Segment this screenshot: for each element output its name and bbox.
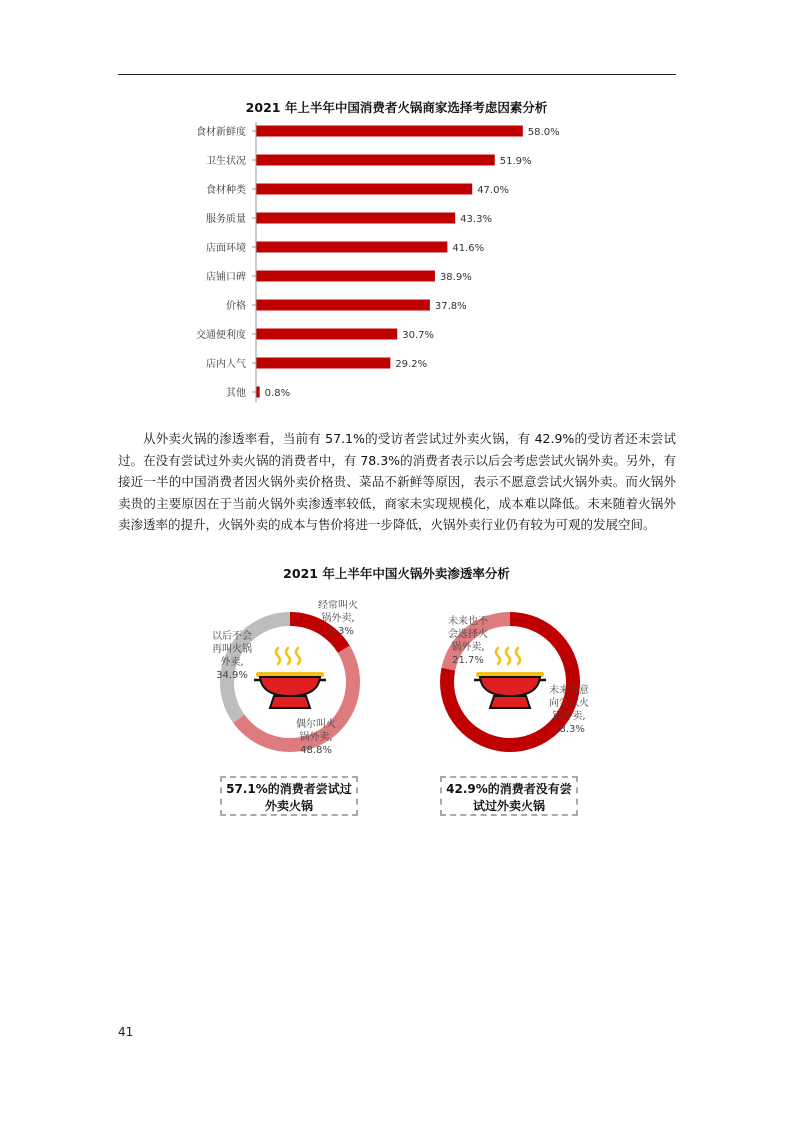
bar <box>256 271 435 282</box>
hotpot-icon <box>254 648 326 708</box>
slice-label: 未来也不会选择火锅外卖, 21.7% <box>448 616 488 666</box>
caption-tried <box>220 776 358 816</box>
pot-stand <box>490 696 530 708</box>
data-label: 43.3% <box>460 214 492 225</box>
factor-bar-chart <box>150 122 600 412</box>
body-paragraph: 从外卖火锅的渗透率看，当前有 57.1%的受访者尝试过外卖火锅，有 42.9%的受访者还未尝试过。在没有尝试过外卖火锅的消费者中，有 78.3%的消费者表示以后会考虑尝试火锅外卖。另外，有接近一半的中国消费者因火锅外卖价格贵、菜品不新鲜等原因，表示不愿意尝试火锅外卖。而火锅外卖贵的主要原因在于当前火锅外卖渗透率较低，商家未实现规模化，成本难以降低。未来随着火锅外卖渗透率的提升，火锅外卖的成本与售价将进一步降低，火锅外卖行业仍有较为可观的发展空间。 <box>118 431 676 532</box>
bar <box>256 126 523 137</box>
data-label: 30.7% <box>402 330 435 341</box>
steam-icon <box>506 648 510 664</box>
data-label: 38.9% <box>439 272 472 283</box>
bar <box>256 155 495 166</box>
data-label: 29.2% <box>395 359 428 370</box>
data-label: 51.9% <box>499 156 532 167</box>
bar <box>256 329 397 340</box>
caption-line: 外卖火锅 <box>264 799 313 813</box>
data-label: 41.6% <box>452 243 485 254</box>
category-label: 卫生状况 <box>206 156 246 167</box>
bar <box>256 242 447 253</box>
steam-icon <box>516 648 520 664</box>
caption-line: 试过外卖火锅 <box>472 799 545 813</box>
bar-chart-title: 2021 年上半年中国消费者火锅商家选择考虑因素分析 <box>245 100 548 115</box>
pot-body <box>260 677 320 696</box>
steam-icon <box>276 648 280 664</box>
slice-label: 经常叫火锅外卖, 16.3% <box>318 600 358 637</box>
bar <box>256 184 472 195</box>
header-rule <box>118 74 676 75</box>
caption-line: 57.1%的消费者尝试过 <box>226 782 352 796</box>
category-label: 店内人气 <box>206 359 246 370</box>
hotpot-icon <box>474 648 546 708</box>
bar <box>256 358 390 369</box>
donut-tried-delivery <box>200 600 380 770</box>
donut-not-tried-delivery <box>420 600 600 770</box>
slice-label: 未来有意向尝试火锅外卖, 78.3% <box>549 685 589 735</box>
category-label: 其他 <box>226 388 246 399</box>
category-label: 交通便利度 <box>196 330 246 341</box>
steam-icon <box>496 648 500 664</box>
data-label: 47.0% <box>477 185 509 196</box>
pot-stand <box>270 696 310 708</box>
steam-icon <box>296 648 300 664</box>
slice-label: 偶尔叫火锅外卖, 48.8% <box>296 719 336 756</box>
category-label: 服务质量 <box>206 214 246 225</box>
pot-body <box>480 677 540 696</box>
donut-chart-title: 2021 年上半年中国火锅外卖渗透率分析 <box>283 566 510 581</box>
bar <box>256 300 430 311</box>
slice-label: 以后不会再叫火锅外卖, 34.9% <box>212 631 252 681</box>
data-label: 58.0% <box>527 127 560 138</box>
category-label: 食材新鲜度 <box>196 127 246 138</box>
category-label: 价格 <box>226 301 246 312</box>
steam-icon <box>286 648 290 664</box>
bar <box>256 213 455 224</box>
caption-line: 42.9%的消费者没有尝 <box>446 782 572 796</box>
bar <box>256 387 260 398</box>
caption-not-tried <box>440 776 578 816</box>
data-label: 37.8% <box>434 301 467 312</box>
category-label: 店面环境 <box>206 243 246 254</box>
page-number: 41 <box>118 1025 134 1039</box>
data-label: 0.8% <box>264 388 291 399</box>
category-label: 店铺口碑 <box>206 272 246 283</box>
category-label: 食材种类 <box>206 185 246 196</box>
